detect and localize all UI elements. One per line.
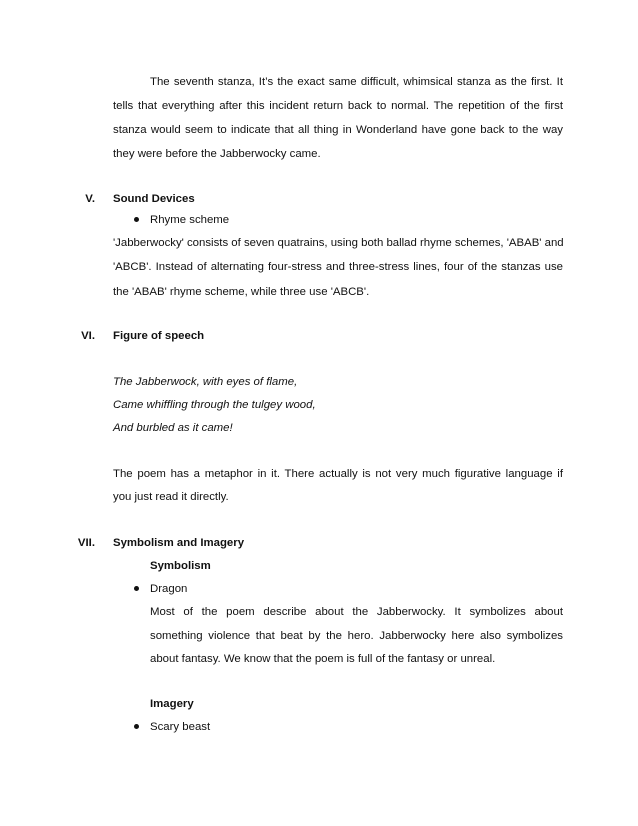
symbolism-line-2: something violence that beat by the hero. Jabberwocky here also symbolizes [150, 630, 563, 642]
intro-line-3: stanza would seem to indicate that all thing in Wonderland have gone back to the way [113, 124, 563, 136]
section-7-heading: Symbolism and Imagery [113, 537, 245, 549]
intro-line-2: tells that everything after this incident return back to normal. The repetition of the first [113, 100, 563, 112]
intro-line-4: they were before the Jabberwocky came. [113, 148, 321, 160]
bullet-icon [134, 586, 139, 591]
quote-line-3: And burbled as it came! [113, 422, 233, 434]
imagery-bullet: Scary beast [150, 721, 211, 733]
section-5-bullet: Rhyme scheme [150, 214, 230, 226]
section-6-line-2: you just read it directly. [113, 491, 229, 503]
section-5-line-2: 'ABCB'. Instead of alternating four-stress and three-stress lines, four of the stanzas use [113, 261, 563, 273]
symbolism-heading: Symbolism [150, 560, 211, 572]
section-5-line-1: 'Jabberwocky' consists of seven quatrains, using both ballad rhyme schemes, 'ABAB' and [113, 237, 564, 249]
quote-line-1: The Jabberwock, with eyes of flame, [113, 376, 298, 388]
section-6-heading: Figure of speech [113, 330, 205, 342]
section-5-numeral: V. [85, 193, 95, 205]
symbolism-bullet: Dragon [150, 583, 188, 595]
section-5-heading: Sound Devices [113, 193, 195, 205]
symbolism-line-3: about fantasy. We know that the poem is full of the fantasy or unreal. [150, 653, 496, 665]
section-6-numeral: VI. [81, 330, 95, 342]
section-6-line-1: The poem has a metaphor in it. There actually is not very much figurative language if [113, 468, 563, 480]
section-7-numeral: VII. [77, 537, 95, 549]
symbolism-line-1: Most of the poem describe about the Jabberwocky. It symbolizes about [150, 606, 563, 618]
imagery-heading: Imagery [150, 698, 194, 710]
bullet-icon [134, 217, 139, 222]
quote-line-2: Came whiffling through the tulgey wood, [113, 399, 316, 411]
section-5-line-3: the 'ABAB' rhyme scheme, while three use 'ABCB'. [113, 286, 370, 298]
bullet-icon [134, 724, 139, 729]
intro-line-1: The seventh stanza, It’s the exact same difficult, whimsical stanza as the first. It [150, 76, 563, 88]
